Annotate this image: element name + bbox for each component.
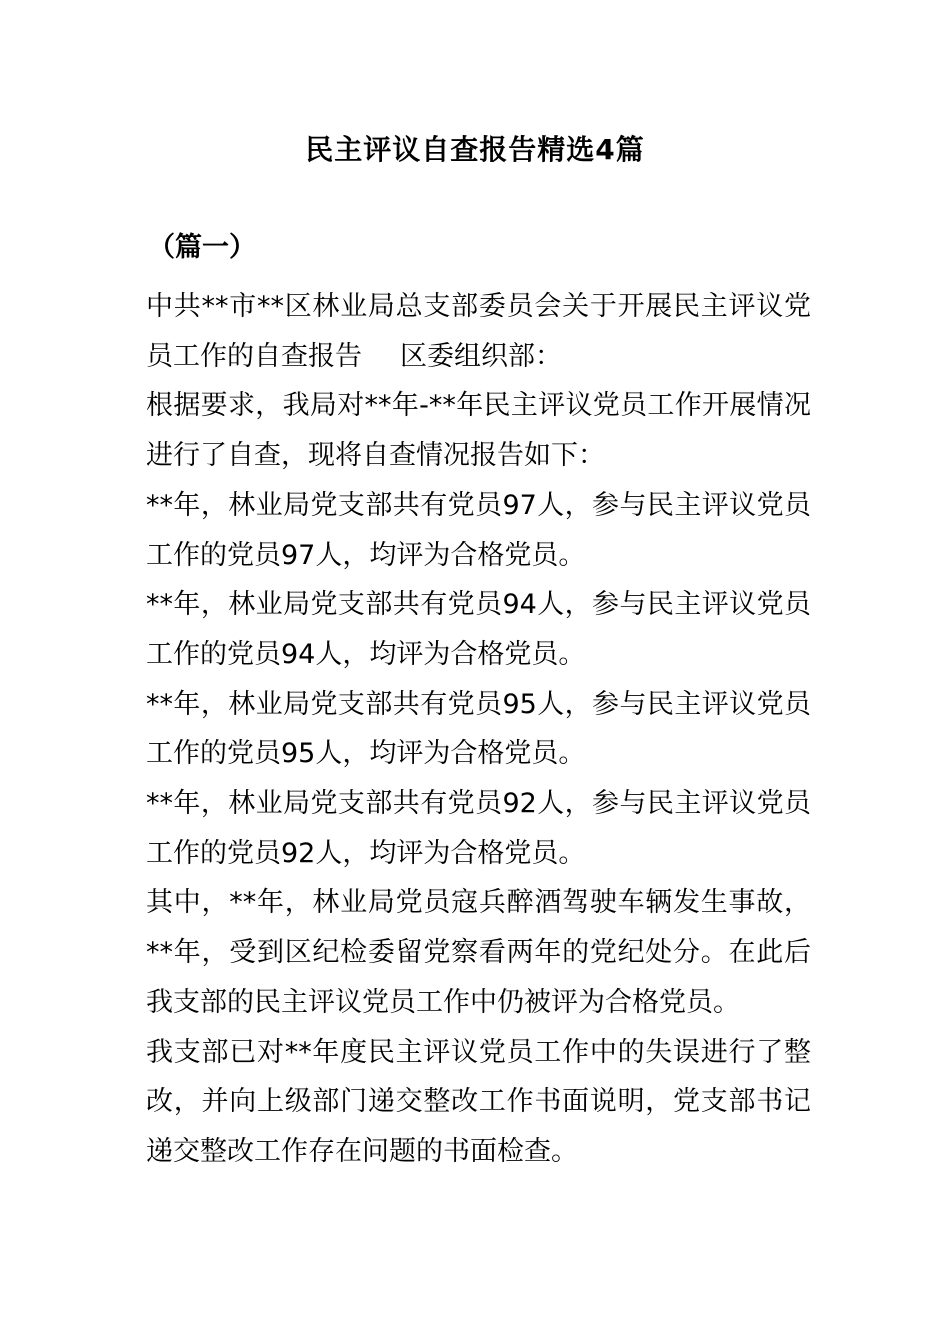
- paragraph-year-3: **年，林业局党支部共有党员95人，参与民主评议党员工作的党员95人，均评为合格党员。: [146, 688, 811, 770]
- paragraph-year-1: **年，林业局党支部共有党员97人，参与民主评议党员工作的党员97人，均评为合格党员。: [146, 489, 811, 571]
- report-heading: 中共**市**区林业局总支部委员会关于开展民主评议党员工作的自查报告: [146, 291, 811, 372]
- section-label: （篇一）: [148, 232, 256, 263]
- paragraph-incident: 其中，**年，林业局党员寇兵醉酒驾驶车辆发生事故，**年，受到区纪检委留党察看两年的党纪处分。在此后我支部的民主评议党员工作中仍被评为合格党员。: [146, 887, 811, 1018]
- paragraph-intro: 根据要求，我局对**年-**年民主评议党员工作开展情况进行了自查，现将自查情况报告如下：: [146, 390, 811, 472]
- document-body: [146, 282, 811, 1177]
- paragraph-year-4: **年，林业局党支部共有党员92人，参与民主评议党员工作的党员92人，均评为合格党员。: [146, 788, 811, 869]
- paragraph-rectification: 我支部已对**年度民主评议党员工作中的失误进行了整改，并向上级部门递交整改工作书面说明，党支部书记递交整改工作存在问题的书面检查。: [146, 1036, 811, 1167]
- document-title: 民主评议自查报告精选4篇: [305, 133, 645, 166]
- paragraph-year-2: **年，林业局党支部共有党员94人，参与民主评议党员工作的党员94人，均评为合格党员。: [146, 589, 811, 670]
- heading-paragraph: [146, 282, 811, 381]
- addressee: 区委组织部：: [400, 340, 562, 372]
